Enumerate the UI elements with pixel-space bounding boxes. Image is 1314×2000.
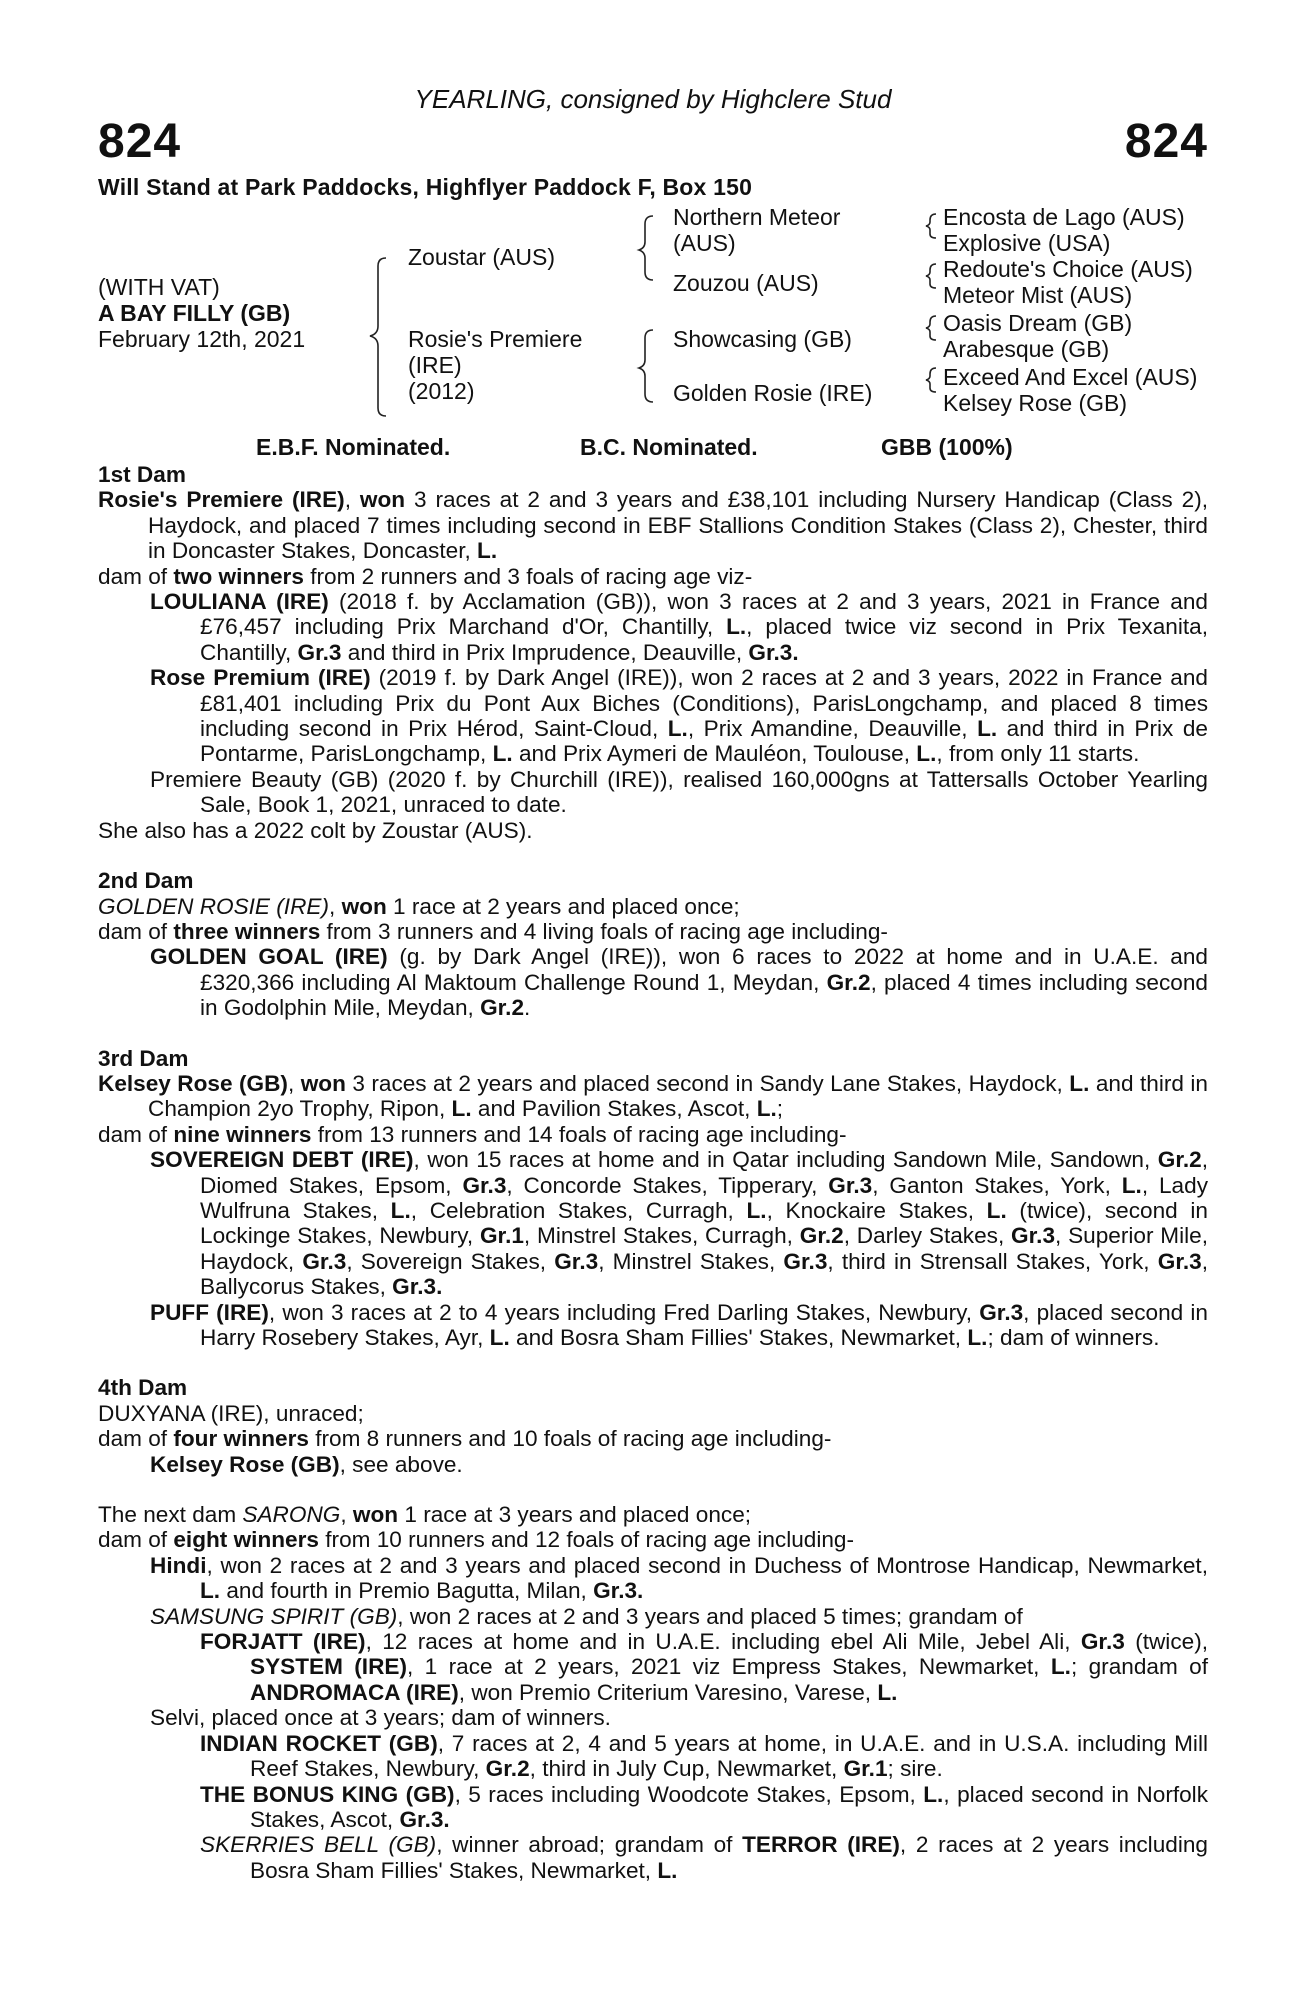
progeny-name: Rose Premium (IRE) — [150, 665, 371, 691]
next-indian-rocket — [98, 1731, 1208, 1782]
dam2-text: 1 race at 2 years and placed once; — [386, 893, 740, 919]
dam-dam: Golden Rosie (IRE) — [673, 380, 873, 406]
listed: L. — [492, 741, 513, 767]
group-2: Gr.2 — [1157, 1147, 1202, 1173]
group-3: Gr.3 — [979, 1299, 1024, 1325]
listed: L. — [1121, 1172, 1142, 1198]
progeny-name: Kelsey Rose (GB) — [150, 1451, 340, 1477]
catalogue-body — [98, 462, 1208, 1883]
t: , won 15 races at home and in Qatar including Sandown Mile, Sandown, — [413, 1147, 1158, 1173]
group-3: Gr.3 — [297, 639, 342, 665]
ssd: Explosive (USA) — [943, 230, 1111, 256]
sds: Redoute's Choice (AUS) — [943, 256, 1193, 282]
t: , placed second in Norfolk Stakes, Ascot, — [250, 1781, 1208, 1832]
dam-of-count: two winners — [173, 563, 304, 589]
t: , Diomed Stakes, Epsom, — [200, 1147, 1209, 1198]
dam1-heading: 1st Dam — [98, 462, 186, 487]
next-hindi — [98, 1553, 1208, 1604]
group-3: Gr.3 — [554, 1248, 599, 1274]
dam-of-post: from 2 runners and 3 foals of racing age viz- — [303, 563, 753, 589]
dam-of-post: from 8 runners and 10 foals of racing age including- — [308, 1426, 832, 1452]
group-3: Gr.3. — [748, 639, 799, 665]
dam-of-pre: dam of — [98, 563, 174, 589]
t: , placed second in Harry Rosebery Stakes, Ayr, — [200, 1299, 1208, 1350]
dam-name-line2: (IRE) — [408, 352, 462, 378]
progeny-name: FORJATT (IRE) — [200, 1629, 366, 1655]
group-3: Gr.3 — [302, 1248, 347, 1274]
dam3-dam-of — [98, 1122, 1208, 1147]
dam-of-post: from 13 runners and 14 foals of racing age including- — [311, 1121, 847, 1147]
t: , Concorde Stakes, Tipperary, — [506, 1172, 829, 1198]
t: , Ballycorus Stakes, — [200, 1248, 1208, 1300]
pedigree-table — [98, 200, 1218, 430]
next-won: won — [352, 1502, 399, 1528]
progeny-name: INDIAN ROCKET (GB) — [200, 1730, 438, 1756]
group-1: Gr.1 — [843, 1756, 888, 1782]
progeny-name: GOLDEN GOAL (IRE) — [150, 944, 388, 970]
next-skerries-bell — [98, 1832, 1208, 1883]
group-3: Gr.3 — [1080, 1629, 1125, 1655]
progeny-name: SOVEREIGN DEBT (IRE) — [150, 1147, 414, 1173]
dam2-won: won — [341, 893, 387, 919]
dam3-record: Kelsey Rose (GB), won 3 races at 2 years and placed second in Sandy Lane Stakes, Haydock, L. and third in Champion 2yo Trophy, Ripon, L. and Pavilion Stakes, Ascot, L.; — [98, 1070, 1208, 1122]
group-3: Gr.3. — [392, 1274, 443, 1300]
group-1: Gr.1 — [479, 1223, 524, 1249]
dam-of-count: nine winners — [173, 1121, 312, 1147]
dam2-dam-of — [98, 919, 1208, 944]
group-2: Gr.2 — [480, 995, 525, 1021]
next-samsung — [98, 1604, 1208, 1629]
group-3: Gr.3 — [462, 1172, 507, 1198]
lot-number-left: 824 — [98, 115, 182, 168]
listed: L. — [1069, 1070, 1090, 1096]
t: , 7 races at 2, 4 and 5 years at home, in U.A.E. and in U.S.A. including Mill Reef Stakes, Newbury, — [250, 1730, 1208, 1782]
progeny-name: SYSTEM (IRE) — [250, 1654, 407, 1680]
progeny-text: , placed twice viz second in Prix Texanita, Chantilly, — [200, 614, 1208, 665]
dam1-dam-of — [98, 564, 1208, 589]
progeny-name: Hindi — [150, 1552, 207, 1578]
gbb: GBB (100%) — [881, 434, 1013, 460]
listed: L. — [986, 1197, 1007, 1223]
dam3-progeny-1 — [98, 1147, 1208, 1299]
progeny-text: and third in Prix Imprudence, Deauville, — [341, 639, 749, 665]
foaled-date: February 12th, 2021 — [98, 326, 306, 352]
dam1-text: 3 races at 2 and 3 years and £38,101 including Nursery Handicap (Class 2), Haydock, and placed 7 times including second in EBF Stallions Condition Stakes (Class 2), Chester, third in Doncaster Stakes, Doncaster, — [148, 487, 1208, 564]
dam-of-pre: dam of — [98, 918, 174, 944]
progeny-name: THE BONUS KING (GB) — [200, 1781, 455, 1807]
t: , see above. — [339, 1451, 463, 1477]
listed: L. — [923, 1781, 944, 1807]
next-selvi: Selvi, placed once at 3 years; dam of winners. — [150, 1705, 611, 1731]
dam2-record: GOLDEN ROSIE (IRE), won 1 race at 2 years and placed once; — [98, 893, 740, 919]
group-2: Gr.2 — [799, 1223, 844, 1249]
dam1-record: Rosie's Premiere (IRE), won 3 races at 2 and 3 years and £38,101 including Nursery Handicap (Class 2), Haydock, and placed 7 times including second in EBF Stallions Condition Stakes (Class 2), Chester, third in Doncaster Stakes, Doncaster, L. — [98, 487, 1208, 564]
dam-of-pre: dam of — [98, 1121, 174, 1147]
t: , Celebration Stakes, Curragh, — [410, 1197, 747, 1223]
t: , Ganton Stakes, York, — [872, 1172, 1122, 1198]
next-dam-name: SARONG — [242, 1502, 341, 1528]
t: , Knockaire Stakes, — [766, 1197, 987, 1223]
dam-of-count: three winners — [173, 918, 321, 944]
progeny-text: , placed 4 times including second in Godolphin Mile, Meydan, — [200, 969, 1208, 1021]
t: , 5 races including Woodcote Stakes, Epsom, — [454, 1781, 924, 1807]
t: 1 race at 3 years and placed once; — [398, 1502, 752, 1528]
group-2: Gr.2 — [485, 1756, 530, 1782]
dam-of-pre: dam of — [98, 1426, 174, 1452]
next-dam-record: The next dam SARONG, won 1 race at 3 years and placed once; — [98, 1502, 752, 1528]
dam-name-line1: Rosie's Premiere — [408, 326, 583, 352]
dam4-progeny-1 — [98, 1452, 1208, 1477]
group-2: Gr.2 — [826, 969, 871, 995]
t: , Superior Mile, Haydock, — [200, 1223, 1208, 1274]
t: and fourth in Premio Bagutta, Milan, — [220, 1578, 594, 1604]
dam3-won: won — [300, 1070, 346, 1096]
dam1-progeny-1 — [98, 589, 1208, 665]
listed: L. — [756, 1096, 777, 1122]
sss: Encosta de Lago (AUS) — [943, 204, 1185, 230]
t: and Bosra Sham Fillies' Stakes, Newmarket, — [509, 1325, 968, 1350]
vat-note: (WITH VAT) — [98, 274, 220, 300]
listed: L. — [977, 716, 998, 742]
t: ; grandam of — [1070, 1654, 1208, 1680]
dam-of-count: four winners — [173, 1426, 309, 1452]
bc-nominated: B.C. Nominated. — [580, 434, 758, 460]
t: ; dam of winners. — [987, 1325, 1160, 1350]
listed: L. — [726, 614, 747, 640]
listed: L. — [967, 1325, 988, 1350]
progeny-text: and Prix Aymeri de Mauléon, Toulouse, — [512, 741, 917, 767]
dam3-text: 3 races at 2 years and placed second in Sandy Lane Stakes, Haydock, — [345, 1070, 1070, 1096]
t: The next dam — [98, 1502, 243, 1528]
ddd: Kelsey Rose (GB) — [943, 390, 1128, 416]
consignor-line: YEARLING, consigned by Highclere Stud — [414, 84, 892, 114]
group-3: Gr.3 — [783, 1248, 828, 1274]
t: (twice), — [1124, 1629, 1208, 1655]
progeny-text: (2019 f. by Dark Angel (IRE)), won 2 races at 2 and 3 years, 2022 in France and £81,401 including Prix du Pont Aux Biches (Conditions), ParisLongchamp, and placed 8 times including second in Prix Hérod, Saint-Cloud, — [200, 665, 1208, 742]
t: , Sovereign Stakes, — [346, 1248, 555, 1274]
dam3-name: Kelsey Rose (GB) — [98, 1070, 288, 1096]
t: (twice), second in Lockinge Stakes, Newbury, — [200, 1197, 1208, 1249]
dam3-text: ; — [776, 1096, 784, 1122]
progeny-name: ANDROMACA (IRE) — [250, 1679, 459, 1705]
next-forjatt — [98, 1629, 1208, 1705]
stand-location: Will Stand at Park Paddocks, Highflyer Paddock F, Box 150 — [98, 174, 753, 200]
dam4-record: DUXYANA (IRE), unraced; — [98, 1400, 364, 1426]
listed: L. — [667, 716, 688, 742]
sire-sire-line2: (AUS) — [673, 230, 736, 256]
t: ; sire. — [887, 1756, 943, 1782]
listed: L. — [451, 1096, 472, 1122]
progeny-name: SKERRIES BELL (GB) — [200, 1832, 437, 1858]
dam3-text: and Pavilion Stakes, Ascot, — [471, 1096, 757, 1122]
group-3: Gr.3 — [828, 1172, 873, 1198]
progeny-name: TERROR (IRE) — [742, 1832, 900, 1858]
sire-dam: Zouzou (AUS) — [673, 270, 819, 296]
listed: L. — [489, 1325, 510, 1350]
t: , Darley Stakes, — [843, 1223, 1012, 1249]
dam4-heading: 4th Dam — [98, 1375, 188, 1401]
dam2-heading: 2nd Dam — [98, 868, 194, 894]
dam-of-post: from 10 runners and 12 foals of racing age including- — [318, 1527, 855, 1553]
group-3: Gr.3. — [593, 1578, 644, 1604]
listed: L. — [200, 1578, 221, 1604]
t: , won Premio Criterium Varesino, Varese, — [458, 1679, 878, 1705]
t: , won 2 races at 2 and 3 years and placed second in Duchess of Montrose Handicap, Newmarket, — [206, 1552, 1208, 1578]
t: , 2 races at 2 years including Bosra Sham Fillies' Stakes, Newmarket, — [250, 1832, 1208, 1883]
dsd: Arabesque (GB) — [943, 336, 1110, 362]
progeny-name: SAMSUNG SPIRIT (GB) — [150, 1603, 398, 1629]
progeny-text: , Prix Amandine, Deauville, — [687, 716, 978, 742]
listed: L. — [390, 1197, 411, 1223]
progeny-text: (2018 f. by Acclamation (GB)), won 3 races at 2 and 3 years, 2021 in France and £76,457 including Prix Marchand d'Or, Chantilly, — [200, 589, 1208, 640]
dam1-progeny-3: Premiere Beauty (GB) (2020 f. by Churchill (IRE)), realised 160,000gns at Tattersalls October Yearling Sale, Book 1, 2021, unraced to date. — [150, 766, 1208, 818]
group-3: Gr.3 — [1157, 1248, 1202, 1274]
t: , third in July Cup, Newmarket, — [529, 1756, 844, 1782]
t: , winner abroad; grandam of — [436, 1832, 743, 1858]
t: , 12 races at home and in U.A.E. including ebel Ali Mile, Jebel Ali, — [365, 1629, 1081, 1655]
dam1-progeny-2 — [98, 665, 1208, 767]
dam-sire: Showcasing (GB) — [673, 326, 852, 352]
listed: L. — [477, 538, 498, 564]
sire-sire-line1: Northern Meteor — [673, 204, 841, 230]
t: , third in Strensall Stakes, York, — [827, 1248, 1158, 1274]
dam4-dam-of — [98, 1426, 1208, 1451]
dam-name-line3: (2012) — [408, 378, 475, 404]
dam2-name: GOLDEN ROSIE (IRE) — [98, 893, 329, 919]
progeny-text: . — [524, 995, 531, 1021]
dam3-heading: 3rd Dam — [98, 1045, 189, 1071]
next-dam-of — [98, 1527, 1208, 1552]
dam3-text: and third in Champion 2yo Trophy, Ripon, — [148, 1070, 1208, 1122]
t: , 1 race at 2 years, 2021 viz Empress Stakes, Newmarket, — [407, 1654, 1051, 1680]
group-3: Gr.3 — [1011, 1223, 1056, 1249]
t: , Minstrel Stakes, — [598, 1248, 784, 1274]
next-bonus-king — [98, 1782, 1208, 1833]
dam1-won: won — [359, 487, 406, 513]
t: , won 3 races at 2 to 4 years including Fred Darling Stakes, Newbury, — [268, 1299, 980, 1325]
lot-number-right: 824 — [1124, 115, 1208, 168]
sdd: Meteor Mist (AUS) — [943, 282, 1133, 308]
listed: L. — [657, 1857, 678, 1883]
dss: Oasis Dream (GB) — [943, 310, 1133, 336]
listed: L. — [877, 1679, 898, 1705]
dam1-also: She also has a 2022 colt by Zoustar (AUS). — [98, 817, 533, 843]
listed: L. — [746, 1197, 767, 1223]
listed: L. — [916, 741, 937, 767]
dam1-name: Rosie's Premiere (IRE) — [98, 487, 345, 513]
dam-of-count: eight winners — [173, 1527, 319, 1553]
dam-of-pre: dam of — [98, 1527, 174, 1553]
t: , Minstrel Stakes, Curragh, — [523, 1223, 800, 1249]
dam2-progeny-1 — [98, 944, 1208, 1020]
dds: Exceed And Excel (AUS) — [943, 364, 1198, 390]
t: , Lady Wulfruna Stakes, — [200, 1172, 1208, 1223]
progeny-text: , from only 11 starts. — [936, 741, 1140, 767]
horse-name: A BAY FILLY (GB) — [98, 300, 291, 326]
t: , won 2 races at 2 and 3 years and placed 5 times; grandam of — [397, 1603, 1023, 1629]
sire-name: Zoustar (AUS) — [408, 244, 555, 270]
progeny-name: PUFF (IRE) — [150, 1299, 269, 1325]
listed: L. — [1050, 1654, 1071, 1680]
ebf-nominated: E.B.F. Nominated. — [256, 434, 451, 460]
dam3-progeny-2 — [98, 1300, 1208, 1351]
dam-of-post: from 3 runners and 4 living foals of racing age including- — [320, 918, 888, 944]
progeny-text: (g. by Dark Angel (IRE)), won 6 races to 2022 at home and in U.A.E. and £320,366 including Al Maktoum Challenge Round 1, Meydan, — [200, 944, 1209, 995]
progeny-name: LOULIANA (IRE) — [150, 589, 329, 615]
group-3: Gr.3. — [399, 1806, 450, 1832]
progeny-text: and third in Prix de Pontarme, ParisLongchamp, — [200, 716, 1208, 767]
